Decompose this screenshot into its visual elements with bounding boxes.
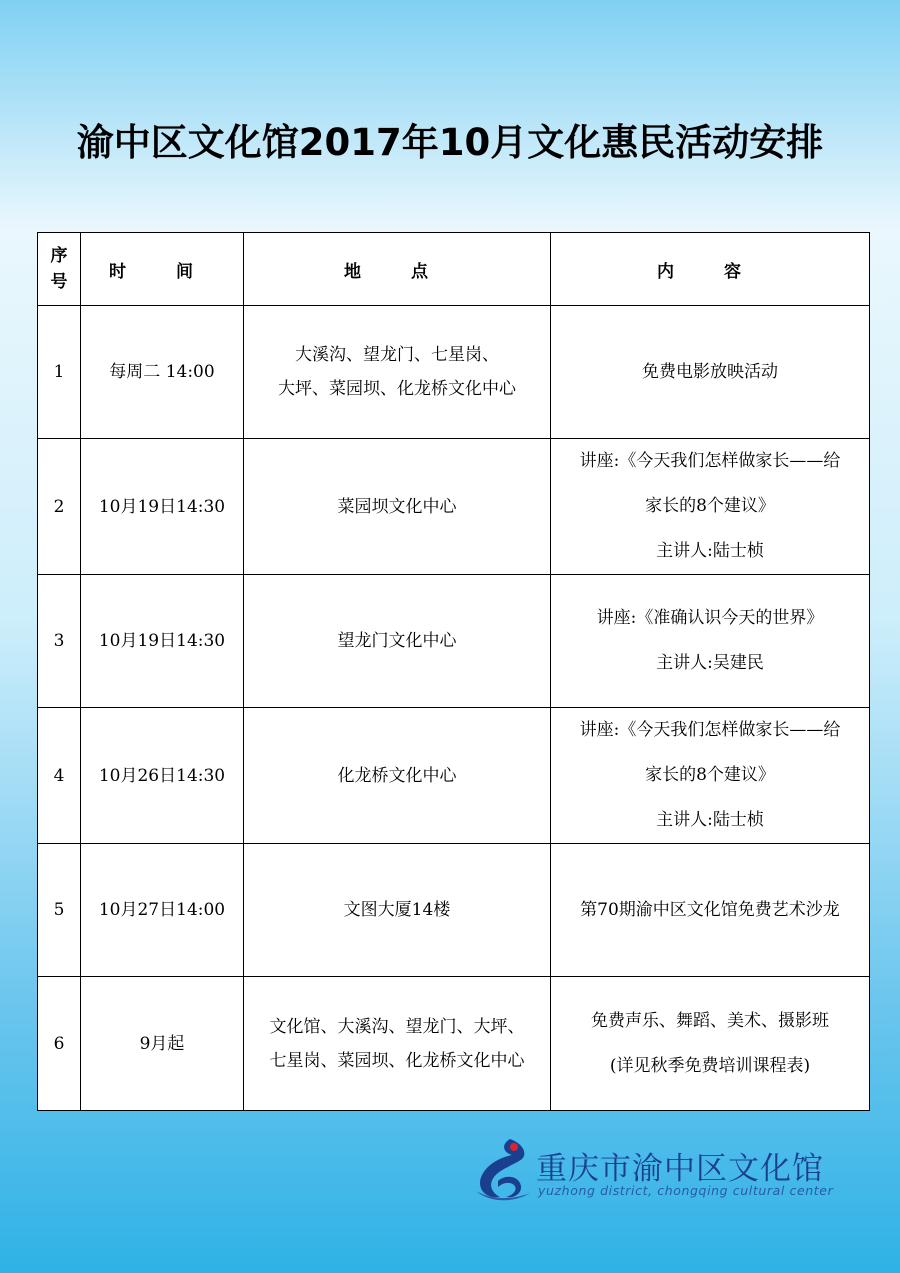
cell-time: 10月27日14:00 bbox=[81, 844, 244, 977]
header-seq-line-2: 号 bbox=[50, 272, 68, 292]
table-row bbox=[38, 439, 870, 575]
cell-location bbox=[244, 439, 551, 575]
cell-content bbox=[551, 708, 870, 844]
content-line: 家长的8个建议》 bbox=[645, 496, 775, 516]
content-line: 家长的8个建议》 bbox=[645, 765, 775, 785]
content-line: 讲座:《今天我们怎样做家长——给 bbox=[579, 451, 841, 471]
header-seq bbox=[38, 233, 81, 306]
table-row bbox=[38, 306, 870, 439]
cell-seq: 2 bbox=[38, 439, 81, 575]
page-title: 渝中区文化馆2017年10月文化惠民活动安排 bbox=[76, 121, 824, 164]
cell-seq: 4 bbox=[38, 708, 81, 844]
location-line: 文图大厦14楼 bbox=[343, 900, 451, 920]
cell-content bbox=[551, 844, 870, 977]
cell-seq: 5 bbox=[38, 844, 81, 977]
cell-content bbox=[551, 977, 870, 1111]
location-line: 大溪沟、望龙门、七星岗、 bbox=[295, 345, 499, 365]
cell-content bbox=[551, 439, 870, 575]
location-line: 菜园坝文化中心 bbox=[337, 496, 457, 517]
cell-location bbox=[244, 844, 551, 977]
table-row bbox=[38, 708, 870, 844]
cell-time: 9月起 bbox=[81, 977, 244, 1111]
content-line: 主讲人:吴建民 bbox=[656, 653, 764, 673]
cell-time: 10月19日14:30 bbox=[81, 439, 244, 575]
location-line: 大坪、菜园坝、化龙桥文化中心 bbox=[278, 379, 516, 399]
activity-schedule-table bbox=[37, 232, 870, 1111]
table-row bbox=[38, 575, 870, 708]
cell-location bbox=[244, 306, 551, 439]
cell-time: 每周二 14:00 bbox=[81, 306, 244, 439]
header-location: 地 点 bbox=[244, 233, 551, 306]
cell-location bbox=[244, 708, 551, 844]
location-line: 化龙桥文化中心 bbox=[337, 765, 457, 786]
cultural-center-logo bbox=[470, 1135, 870, 1205]
cell-content bbox=[551, 575, 870, 708]
cell-time: 10月26日14:30 bbox=[81, 708, 244, 844]
cell-seq: 1 bbox=[38, 306, 81, 439]
cell-seq: 6 bbox=[38, 977, 81, 1111]
table-header-row bbox=[38, 233, 870, 306]
cell-content bbox=[551, 306, 870, 439]
location-line: 七星岗、菜园坝、化龙桥文化中心 bbox=[269, 1050, 525, 1071]
cell-location bbox=[244, 977, 551, 1111]
header-time: 时 间 bbox=[81, 233, 244, 306]
location-line: 文化馆、大溪沟、望龙门、大坪、 bbox=[269, 1016, 525, 1037]
cell-time: 10月19日14:30 bbox=[81, 575, 244, 708]
content-line: 讲座:《准确认识今天的世界》 bbox=[596, 608, 824, 628]
logo-name: 重庆市渝中区文化馆 bbox=[536, 1151, 824, 1187]
content-line: 第70期渝中区文化馆免费艺术沙龙 bbox=[580, 899, 840, 920]
content-line: 讲座:《今天我们怎样做家长——给 bbox=[579, 720, 841, 740]
table-row bbox=[38, 844, 870, 977]
content-line: 免费声乐、舞蹈、美术、摄影班 bbox=[591, 1010, 829, 1031]
content-line: (详见秋季免费培训课程表) bbox=[609, 1055, 811, 1076]
content-line: 主讲人:陆士桢 bbox=[656, 810, 764, 830]
cell-seq: 3 bbox=[38, 575, 81, 708]
content-line: 免费电影放映活动 bbox=[642, 361, 778, 382]
content-line: 主讲人:陆士桢 bbox=[656, 541, 764, 561]
logo-subtitle: yuzhong district, chongqing cultural center bbox=[538, 1183, 834, 1198]
location-line: 望龙门文化中心 bbox=[337, 631, 457, 651]
table-row bbox=[38, 977, 870, 1111]
header-seq-line-1: 序 bbox=[50, 246, 68, 266]
cell-location bbox=[244, 575, 551, 708]
yuzhong-cultural-center-logo-icon bbox=[470, 1135, 536, 1203]
header-content: 内 容 bbox=[551, 233, 870, 306]
